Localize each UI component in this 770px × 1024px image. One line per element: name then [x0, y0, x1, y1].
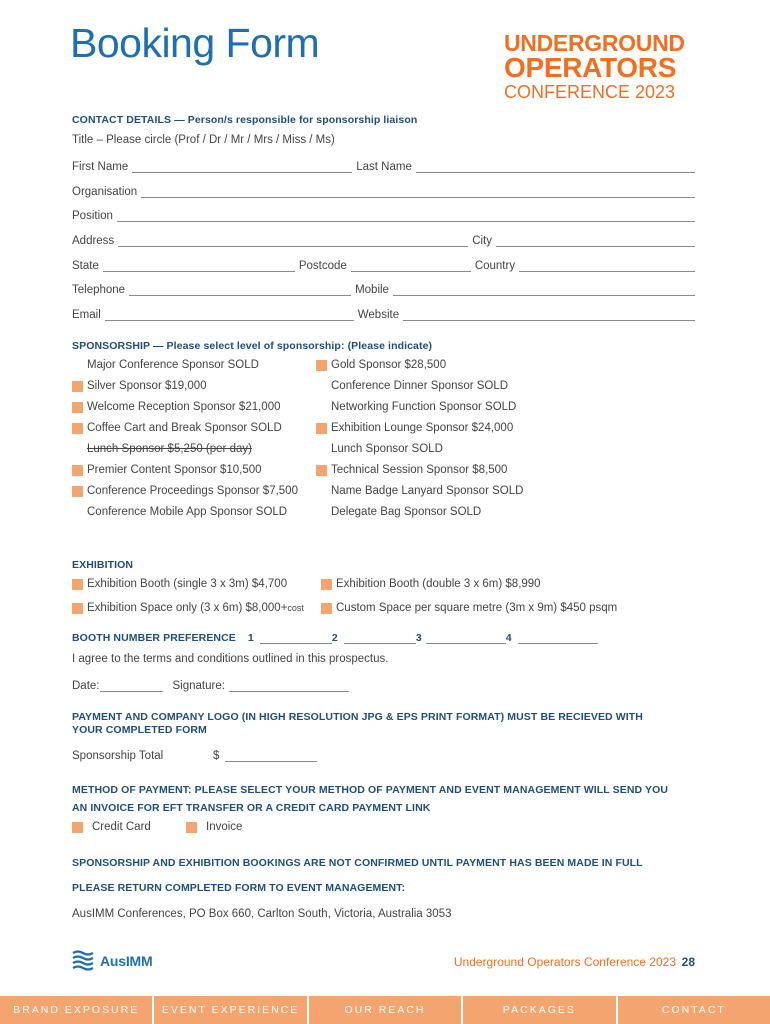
sponsorship-option[interactable] [72, 422, 282, 434]
option-label: Exhibition Booth (single 3 x 3m) $4,700 [87, 578, 288, 590]
booth-choice-2-field[interactable] [344, 633, 416, 644]
payment-option-invoice[interactable] [186, 821, 242, 833]
exhibition-heading: EXHIBITION [72, 559, 134, 571]
email-field[interactable] [105, 309, 354, 321]
payment-logo-heading: PAYMENT AND COMPANY LOGO (IN HIGH RESOLUTION JPG & EPS PRINT FORMAT) MUST BE RECIEVED WITH YOUR COMPLETED FORM [72, 711, 643, 736]
option-label: Conference Dinner Sponsor SOLD [331, 380, 509, 392]
checkbox[interactable] [186, 822, 197, 833]
exhibition-option-single[interactable] [72, 578, 287, 590]
conference-logo [504, 32, 694, 103]
footer-conference-name: Underground Operators Conference 2023 [453, 955, 676, 969]
postal-address: AusIMM Conferences, PO Box 660, Carlton South, Victoria, Australia 3053 [72, 908, 452, 920]
contact-heading: CONTACT DETAILS — Person/s responsible for sponsorship liaison [72, 114, 418, 126]
signature-label: Signature: [172, 680, 225, 692]
checkbox[interactable] [72, 402, 83, 413]
state-row [72, 256, 695, 272]
booth-choice-1-field[interactable] [260, 633, 332, 644]
checkbox-placeholder [316, 381, 327, 392]
option-label: Name Badge Lanyard Sponsor SOLD [331, 485, 524, 497]
sponsorship-option [72, 506, 287, 518]
booth-choice-4-field[interactable] [518, 633, 598, 644]
booth-choice-2-label: 2 [331, 632, 338, 644]
brand-line-2: OPERATORS [504, 52, 677, 83]
sponsorship-option [316, 485, 523, 497]
telephone-row [72, 280, 695, 296]
booth-preference-row [72, 632, 598, 644]
date-signature-row [72, 680, 349, 692]
logo-name: AusIMM [100, 953, 153, 969]
exhibition-option-custom[interactable] [321, 602, 617, 614]
checkbox-placeholder [316, 486, 327, 497]
website-field[interactable] [403, 309, 695, 321]
option-label: Exhibition Space only (3 x 6m) $8,000+ [87, 602, 288, 614]
sponsorship-option[interactable] [316, 422, 513, 434]
checkbox[interactable] [321, 579, 332, 590]
option-label: Conference Proceedings Sponsor $7,500 [87, 485, 298, 497]
sponsorship-heading: SPONSORSHIP — Please select level of sponsorship: (Please indicate) [72, 340, 433, 352]
option-label: Networking Function Sponsor SOLD [331, 401, 517, 413]
checkbox[interactable] [72, 381, 83, 392]
booth-choice-3-label: 3 [415, 632, 422, 644]
agree-text: I agree to the terms and conditions outlined in this prospectus. [72, 653, 389, 665]
option-label: Technical Session Sponsor $8,500 [331, 464, 508, 476]
address-field[interactable] [118, 235, 468, 247]
not-confirmed-notice: SPONSORSHIP AND EXHIBITION BOOKINGS ARE NOT CONFIRMED UNTIL PAYMENT HAS BEEN MADE IN FULL [72, 857, 643, 869]
position-field[interactable] [117, 210, 695, 222]
sponsorship-total-field[interactable] [225, 751, 317, 762]
city-field[interactable] [496, 235, 695, 247]
brand-line-1: UNDERGROUND [504, 30, 685, 56]
nav-brand-exposure[interactable]: BRAND EXPOSURE [0, 996, 154, 1024]
page-title: Booking Form [70, 20, 320, 66]
first-name-label: First Name [72, 161, 129, 173]
address-row [72, 231, 695, 247]
option-label: Lunch Sponsor $5,250 (per day) [87, 443, 252, 455]
last-name-label: Last Name [356, 161, 412, 173]
ausimm-wave-icon [72, 950, 96, 972]
option-label: Custom Space per square metre (3m x 9m) $450 psqm [336, 602, 618, 614]
checkbox-placeholder [316, 402, 327, 413]
option-label: Major Conference Sponsor SOLD [87, 359, 259, 371]
checkbox-placeholder [72, 444, 83, 455]
checkbox-placeholder [316, 507, 327, 518]
nav-our-reach[interactable]: OUR REACH [309, 996, 463, 1024]
sponsorship-option[interactable] [316, 464, 507, 476]
booth-heading: BOOTH NUMBER PREFERENCE [72, 632, 236, 644]
ausimm-logo [72, 950, 152, 972]
signature-field[interactable] [229, 681, 349, 692]
position-label: Position [72, 210, 113, 222]
sponsorship-option [72, 443, 252, 455]
sponsorship-option[interactable] [316, 359, 446, 371]
sponsorship-total-label: Sponsorship Total [72, 750, 164, 762]
option-label: Invoice [206, 821, 243, 833]
sponsorship-option [316, 380, 508, 392]
option-label: Conference Mobile App Sponsor SOLD [87, 506, 288, 518]
email-label: Email [72, 309, 101, 321]
bottom-navigation [0, 996, 770, 1024]
position-row [72, 206, 695, 222]
postcode-label: Postcode [298, 260, 347, 272]
option-label: Exhibition Booth (double 3 x 6m) $8,990 [336, 578, 541, 590]
option-label: Lunch Sponsor SOLD [331, 443, 443, 455]
currency-symbol: $ [213, 750, 220, 762]
payment-option-credit-card[interactable] [72, 821, 151, 833]
checkbox[interactable] [72, 822, 83, 833]
name-row [72, 157, 695, 173]
checkbox[interactable] [72, 579, 83, 590]
checkbox[interactable] [72, 465, 83, 476]
city-label: City [472, 235, 492, 247]
telephone-label: Telephone [72, 284, 126, 296]
telephone-field[interactable] [129, 284, 351, 296]
last-name-field[interactable] [416, 161, 695, 173]
option-label: Credit Card [92, 821, 151, 833]
option-label: Delegate Bag Sponsor SOLD [331, 506, 482, 518]
nav-packages[interactable]: PACKAGES [463, 996, 617, 1024]
postcode-field[interactable] [351, 260, 471, 272]
sponsorship-option [316, 506, 481, 518]
email-row [72, 305, 695, 321]
booth-choice-1-label: 1 [247, 632, 254, 644]
date-field[interactable] [100, 681, 163, 692]
title-instruction: Title – Please circle (Prof / Dr / Mr / Mrs / Miss / Ms) [72, 134, 335, 146]
checkbox[interactable] [316, 360, 327, 371]
exhibition-option-double[interactable] [321, 578, 541, 590]
payment-method-heading-2: AN INVOICE FOR EFT TRANSFER OR A CREDIT CARD PAYMENT LINK [72, 802, 431, 814]
sponsorship-option [316, 443, 443, 455]
sponsorship-total-row [72, 750, 317, 762]
checkbox[interactable] [72, 486, 83, 497]
page-number: 28 [681, 955, 695, 969]
organisation-label: Organisation [72, 186, 138, 198]
option-label: Premier Content Sponsor $10,500 [87, 464, 262, 476]
brand-line-3: CONFERENCE 2023 [504, 82, 676, 102]
option-label: Gold Sponsor $28,500 [331, 359, 447, 371]
sponsorship-option[interactable] [72, 380, 207, 392]
checkbox[interactable] [316, 423, 327, 434]
booth-choice-4-label: 4 [505, 632, 512, 644]
checkbox-placeholder [316, 444, 327, 455]
country-field[interactable] [519, 260, 695, 272]
checkbox[interactable] [72, 423, 83, 434]
mobile-label: Mobile [355, 284, 389, 296]
mobile-field[interactable] [393, 284, 695, 296]
option-label: Exhibition Lounge Sponsor $24,000 [331, 422, 514, 434]
option-label: Welcome Reception Sponsor $21,000 [87, 401, 281, 413]
sponsorship-option[interactable] [72, 401, 281, 413]
nav-event-experience[interactable]: EVENT EXPERIENCE [154, 996, 308, 1024]
organisation-field[interactable] [141, 186, 695, 198]
date-label: Date: [72, 680, 100, 692]
website-label: Website [357, 309, 400, 321]
option-label: Coffee Cart and Break Sponsor SOLD [87, 422, 282, 434]
first-name-field[interactable] [132, 161, 352, 173]
checkbox-placeholder [72, 507, 83, 518]
return-heading: PLEASE RETURN COMPLETED FORM TO EVENT MANAGEMENT: [72, 882, 406, 894]
checkbox[interactable] [316, 465, 327, 476]
address-label: Address [72, 235, 115, 247]
checkbox[interactable] [321, 603, 332, 614]
organisation-row [72, 182, 695, 198]
sponsorship-option [316, 401, 516, 413]
state-field[interactable] [103, 260, 295, 272]
exhibition-option-space-only[interactable] [72, 602, 304, 614]
checkbox[interactable] [72, 603, 83, 614]
checkbox-placeholder [72, 360, 83, 371]
option-label: Silver Sponsor $19,000 [87, 380, 207, 392]
sponsorship-option[interactable] [72, 464, 262, 476]
payment-method-heading-1: METHOD OF PAYMENT: PLEASE SELECT YOUR METHOD OF PAYMENT AND EVENT MANAGEMENT WILL SEND YOU [72, 784, 669, 796]
state-label: State [72, 260, 99, 272]
sponsorship-option[interactable] [72, 485, 298, 497]
option-label-suffix: cost [287, 603, 304, 613]
booth-choice-3-field[interactable] [426, 633, 506, 644]
sponsorship-option [72, 359, 259, 371]
nav-contact[interactable]: CONTACT [661, 1004, 726, 1016]
country-label: Country [474, 260, 516, 272]
